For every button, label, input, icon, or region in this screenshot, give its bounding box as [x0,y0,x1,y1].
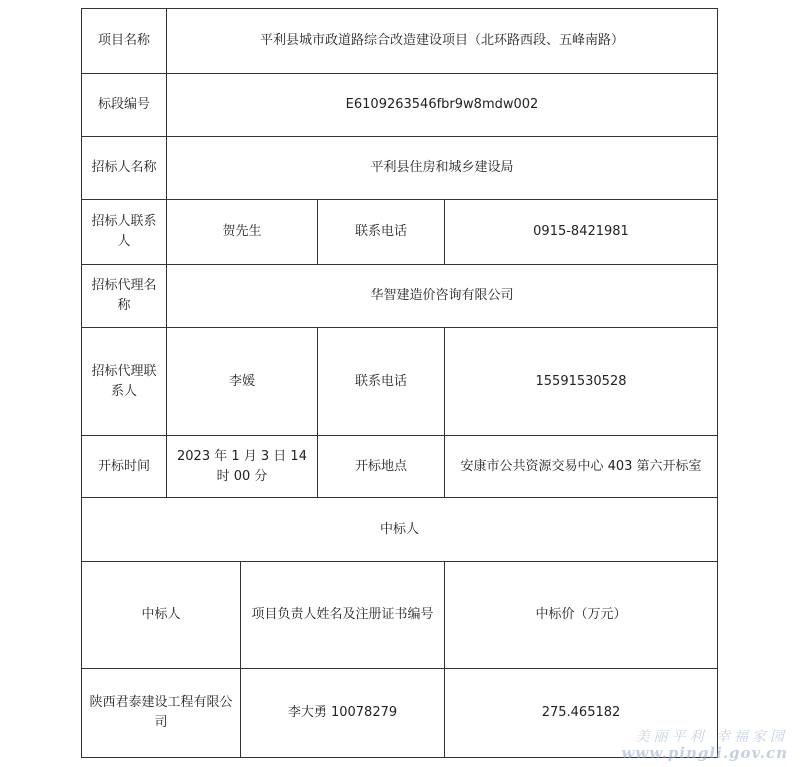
bid-result-table [81,8,718,758]
opening-time-value: 2023 年 1 月 3 日 14 时 00 分 [166,435,318,498]
agency-phone-label: 联系电话 [317,327,445,436]
agency-value: 华智建造价咨询有限公司 [166,264,718,328]
site-watermark: 美丽平利 幸福家园 www.pingli.gov.cn [621,729,788,762]
agency-label: 招标代理名称 [81,264,167,328]
opening-place-label: 开标地点 [317,435,445,498]
opening-place-value: 安康市公共资源交易中心 403 第六开标室 [444,435,718,498]
agency-contact-label: 招标代理联系人 [81,327,167,436]
winner-price: 275.465182 [444,668,718,758]
section-no-label: 标段编号 [81,73,167,137]
tenderer-value: 平利县住房和城乡建设局 [166,136,718,200]
winner-header-company: 中标人 [81,561,241,669]
tenderer-contact-label: 招标人联系人 [81,199,167,265]
winner-manager: 李大勇 10078279 [240,668,445,758]
winner-company: 陕西君泰建设工程有限公司 [81,668,241,758]
project-name-value: 平利县城市政道路综合改造建设项目（北环路西段、五峰南路） [166,8,718,74]
winner-header-price: 中标价（万元） [444,561,718,669]
opening-time-label: 开标时间 [81,435,167,498]
tenderer-phone: 0915-8421981 [444,199,718,265]
winner-header-manager: 项目负责人姓名及注册证书编号 [240,561,445,669]
winner-section-title: 中标人 [81,497,718,562]
tenderer-phone-label: 联系电话 [317,199,445,265]
agency-phone: 15591530528 [444,327,718,436]
tenderer-contact-name: 贺先生 [166,199,318,265]
project-name-label: 项目名称 [81,8,167,74]
tenderer-label: 招标人名称 [81,136,167,200]
agency-contact-name: 李媛 [166,327,318,436]
section-no-value: E6109263546fbr9w8mdw002 [166,73,718,137]
